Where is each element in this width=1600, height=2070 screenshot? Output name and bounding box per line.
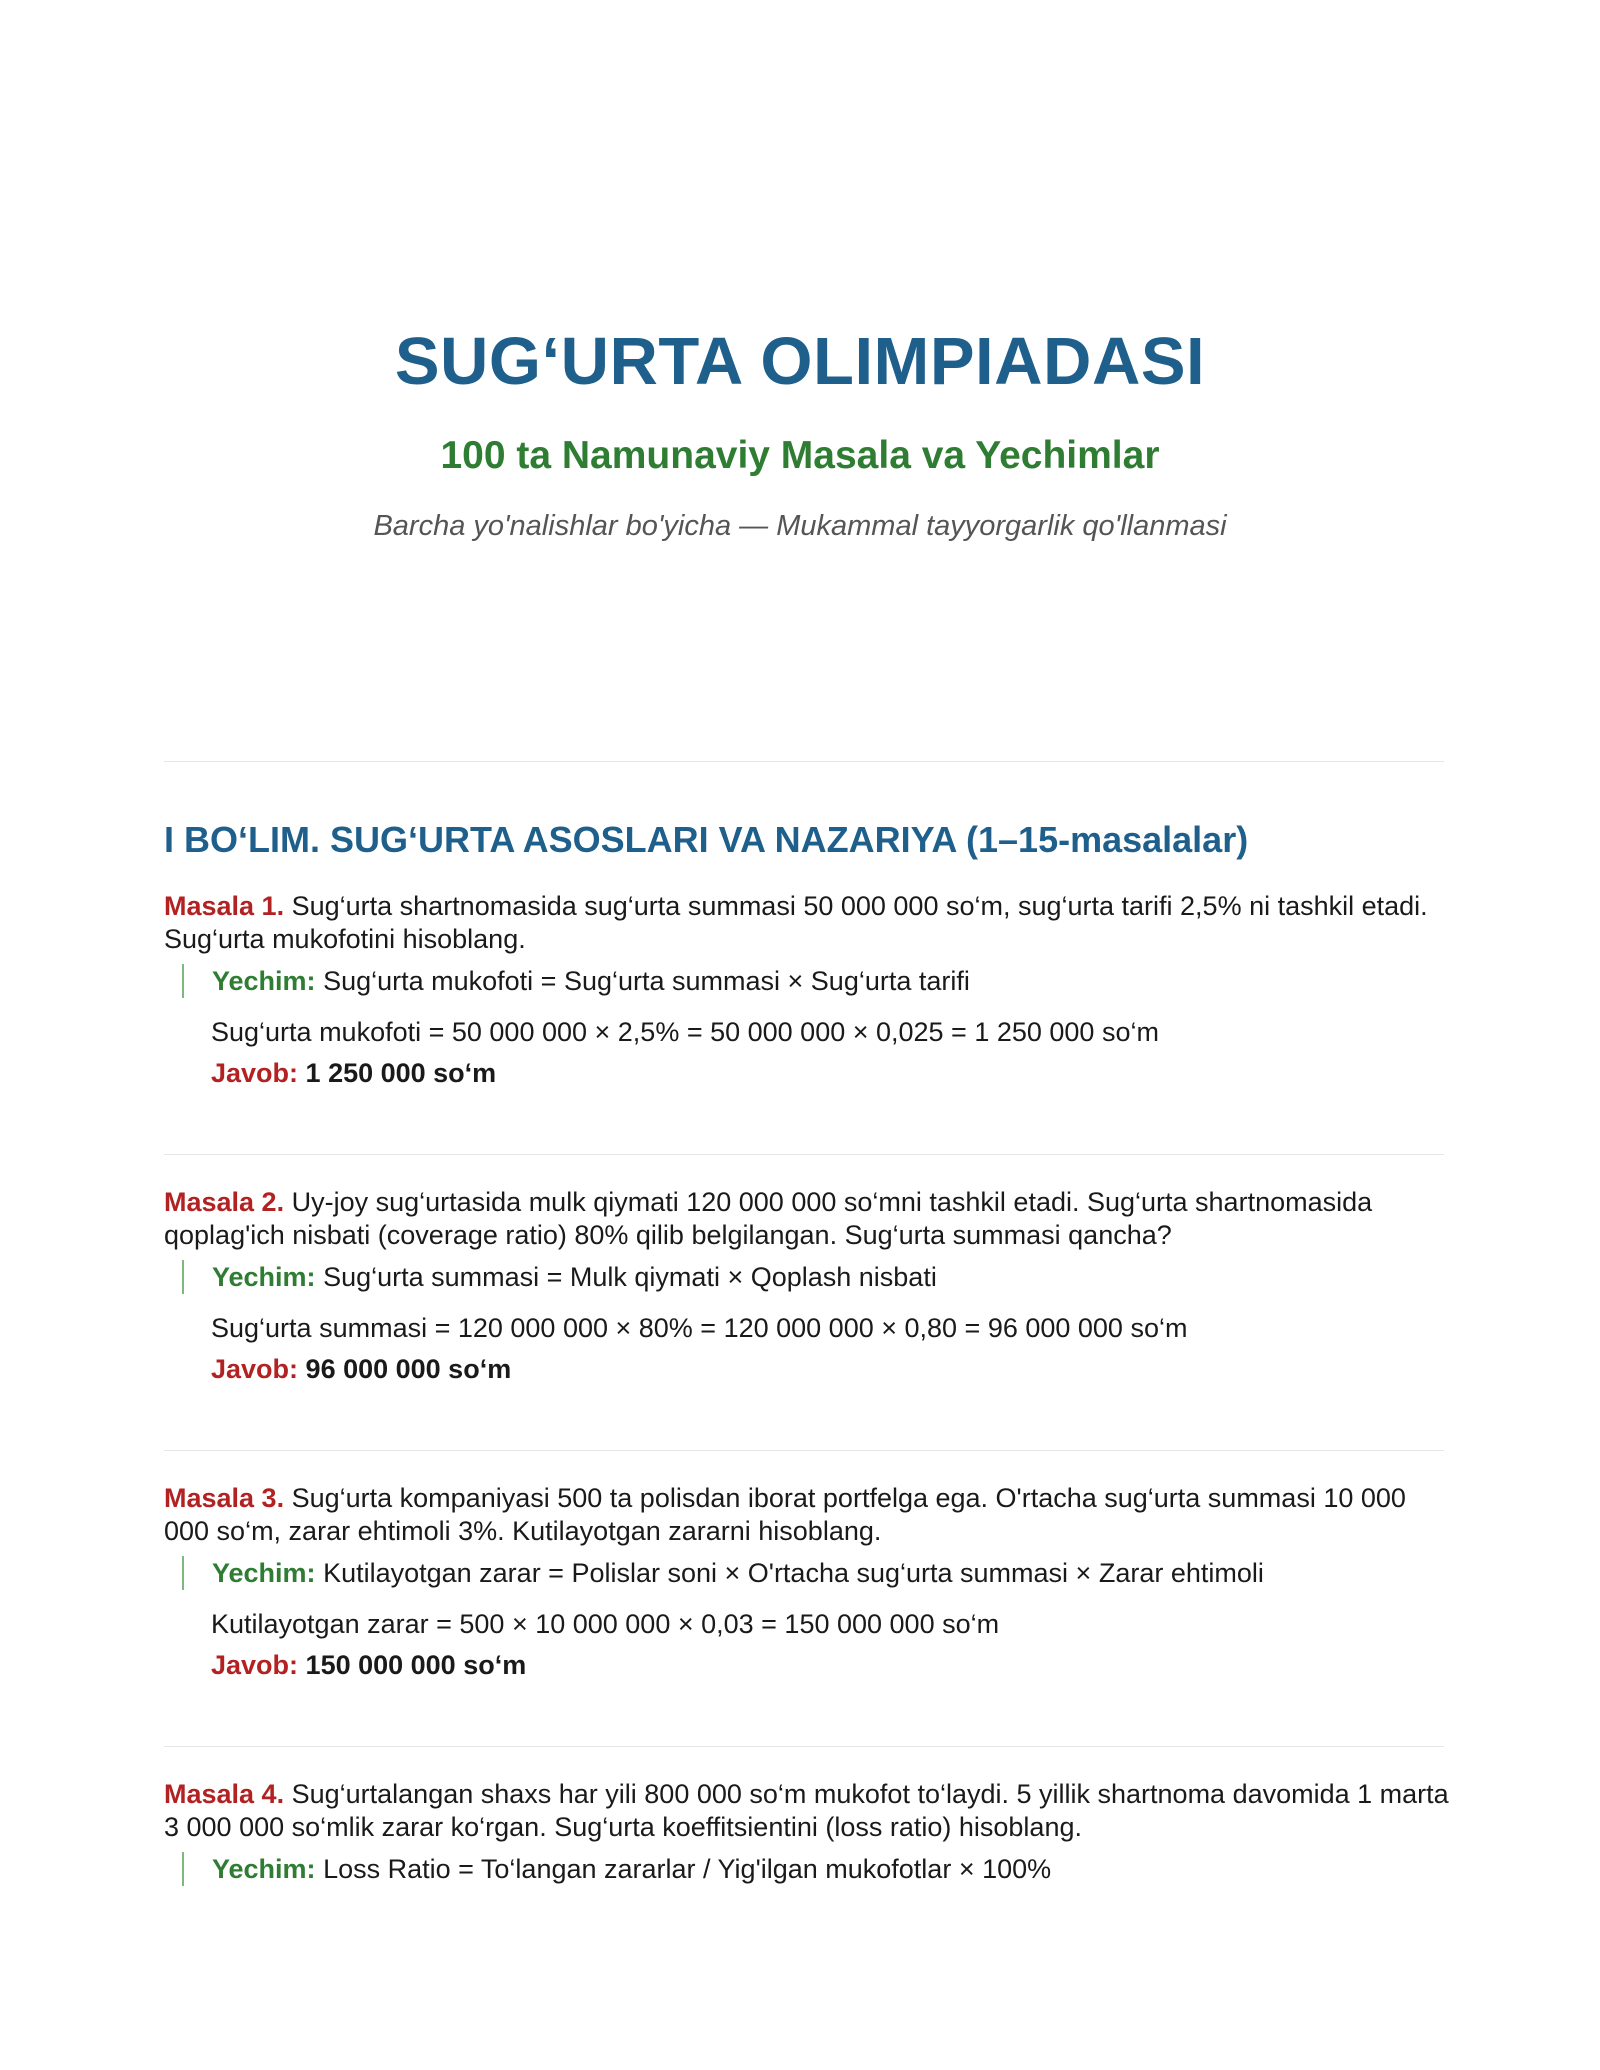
problem-text: Sug‘urta shartnomasida sug‘urta summasi 50 000 000 so‘m, sug‘urta tarifi 2,5% ni tashkil etadi. Sug‘urta mukofotini hisoblang. (164, 891, 1428, 954)
divider (164, 1746, 1444, 1747)
divider (164, 1154, 1444, 1155)
problem-text: Sug‘urta kompaniyasi 500 ta polisdan iborat portfelga ega. O'rtacha sug‘urta summasi 10 000 000 so‘m, zarar ehtimoli 3%. Kutilayotgan zararni hisoblang. (164, 1483, 1406, 1546)
problem-question (164, 890, 1454, 956)
answer-label: Javob: (211, 1650, 299, 1680)
answer-line (211, 1352, 1454, 1386)
solution-calculation: Sug‘urta mukofoti = 50 000 000 × 2,5% = 50 000 000 × 0,025 = 1 250 000 so‘m (211, 1017, 1159, 1047)
answer-value: 96 000 000 so‘m (305, 1354, 512, 1384)
problem-text: Sug‘urtalangan shaxs har yili 800 000 so‘m mukofot to‘laydi. 5 yillik shartnoma davomida 1 marta 3 000 000 so‘mlik zarar ko‘rgan. Sug‘urta koeffitsientini (loss ratio) hisoblang. (164, 1779, 1449, 1842)
solution-formula: Kutilayotgan zarar = Polislar soni × O'rtacha sug‘urta summasi × Zarar ehtimoli (323, 1558, 1264, 1588)
solution-label: Yechim: (212, 1854, 316, 1884)
solution-label: Yechim: (212, 966, 316, 996)
solution-label: Yechim: (212, 1558, 316, 1588)
answer-value: 1 250 000 so‘m (305, 1058, 497, 1088)
problem-2 (164, 1186, 1454, 1386)
document-subtitle: 100 ta Namunaviy Masala va Yechimlar (440, 434, 1160, 477)
problem-3 (164, 1482, 1454, 1682)
solution-calculation: Sug‘urta summasi = 120 000 000 × 80% = 120 000 000 × 0,80 = 96 000 000 so‘m (211, 1313, 1188, 1343)
solution-block (182, 964, 1454, 998)
solution-formula: Sug‘urta summasi = Mulk qiymati × Qoplash nisbati (323, 1262, 937, 1292)
document-tagline: Barcha yo'nalishlar bo'yicha — Mukammal tayyorgarlik qo'llanmasi (373, 510, 1227, 542)
problem-label: Masala 1. (164, 891, 285, 921)
problem-label: Masala 4. (164, 1779, 285, 1809)
solution-block (182, 1556, 1454, 1590)
answer-label: Javob: (211, 1058, 299, 1088)
solution-formula: Loss Ratio = To‘langan zararlar / Yig'ilgan mukofotlar × 100% (323, 1854, 1052, 1884)
problem-text: Uy-joy sug‘urtasida mulk qiymati 120 000 000 so‘mni tashkil etadi. Sug‘urta shartnomasida qoplag'ich nisbati (coverage ratio) 80% qilib belgilangan. Sug‘urta summasi qancha? (164, 1187, 1373, 1250)
problem-question (164, 1482, 1454, 1548)
problem-4 (164, 1778, 1454, 1886)
solution-calculation: Kutilayotgan zarar = 500 × 10 000 000 × 0,03 = 150 000 000 so‘m (211, 1609, 1000, 1639)
answer-label: Javob: (211, 1354, 299, 1384)
section-heading: I BO‘LIM. SUG‘URTA ASOSLARI VA NAZARIYA (1–15-masalalar) (164, 819, 1249, 860)
document-title: SUG‘URTA OLIMPIADASI (394, 324, 1206, 399)
answer-line (211, 1056, 1454, 1090)
problem-label: Masala 2. (164, 1187, 285, 1217)
answer-line (211, 1648, 1454, 1682)
problem-1 (164, 890, 1454, 1090)
answer-value: 150 000 000 so‘m (305, 1650, 527, 1680)
solution-block (182, 1852, 1454, 1886)
solution-block (182, 1260, 1454, 1294)
solution-formula: Sug‘urta mukofoti = Sug‘urta summasi × Sug‘urta tarifi (323, 966, 970, 996)
problem-label: Masala 3. (164, 1483, 285, 1513)
divider (164, 761, 1444, 762)
divider (164, 1450, 1444, 1451)
problem-question (164, 1186, 1454, 1252)
solution-label: Yechim: (212, 1262, 316, 1292)
problem-question (164, 1778, 1454, 1844)
